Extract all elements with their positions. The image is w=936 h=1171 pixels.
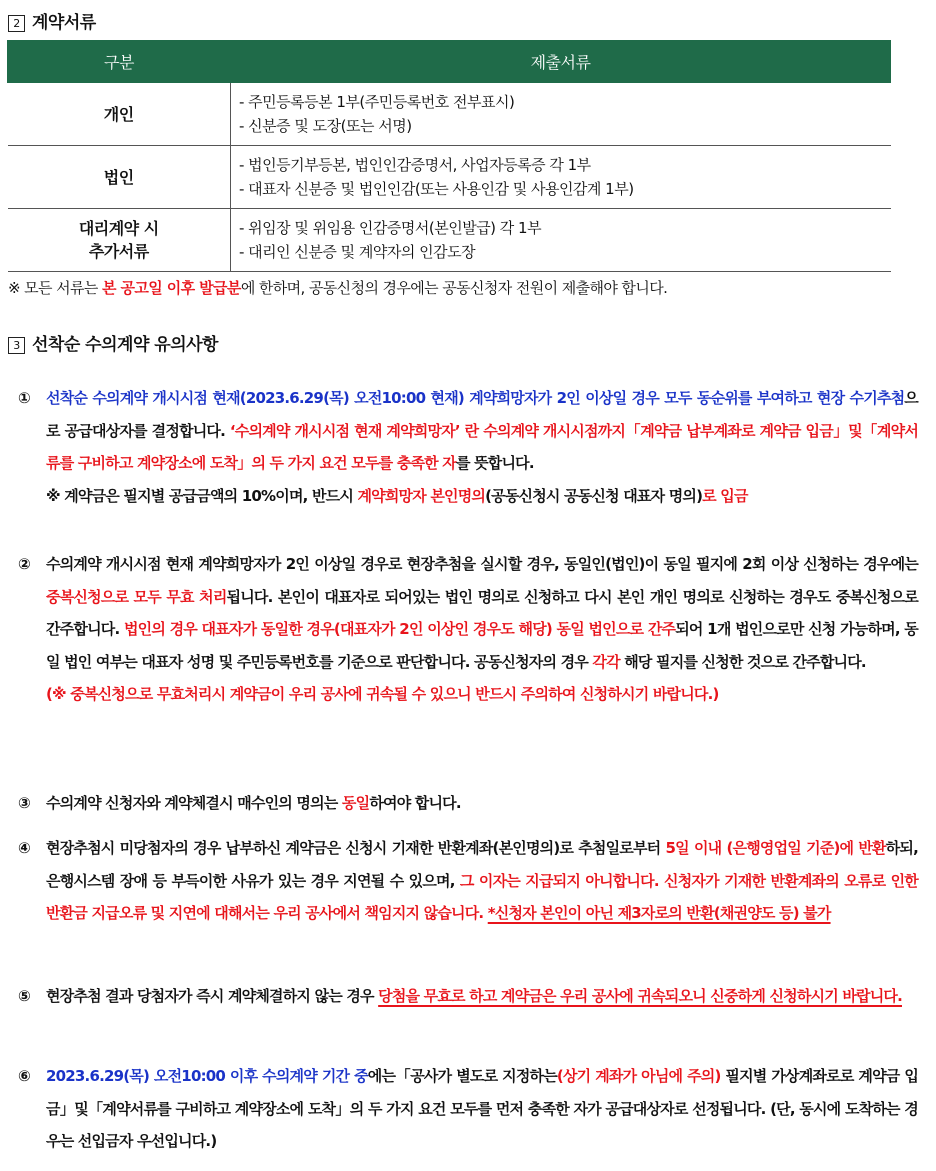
note-highlight: 본 공고일 이후 발급분 — [101, 279, 241, 297]
document-line: - 대표자 신분증 및 법인인감(또는 사용인감 및 사용인감계 1부) — [239, 180, 634, 198]
row-category — [8, 146, 231, 209]
item-number: ③ — [18, 794, 30, 812]
contract-documents-table — [7, 40, 891, 272]
highlight-text: 중복신청으로 모두 무효 처리 — [46, 587, 227, 606]
highlight-text: 그 이자는 지급되지 아니합니다. 신청자가 기재한 반환계좌의 오류로 인한 반환금 지급오류 및 지연에 대해서는 우리 공사에서 책임지지 않습니다. — [46, 871, 918, 922]
highlight-text: 당첨을 무효로 하고 계약금은 우리 공사에 귀속되오니 신중하게 신청하시기 바랍니다. — [378, 987, 902, 1005]
item-number: ④ — [18, 839, 30, 857]
category-text: 추가서류 — [88, 242, 149, 261]
category-text: 대리계약 시 — [78, 219, 159, 238]
notice-item — [18, 787, 918, 820]
document-line: - 위임장 및 위임용 인감증명서(본인발급) 각 1부 — [239, 219, 542, 237]
category-text: 법인 — [103, 167, 134, 187]
text-segment: 하되, 은행시스템 장애 등 부득이한 사유가 있는 경우 지연될 수 있으며, — [46, 839, 918, 890]
highlight-text: 2023.6.29(목) 오전10:00 이후 수의계약 기간 중 — [46, 1067, 368, 1085]
text-segment: 해당 필지를 신청한 것으로 간주합니다. — [619, 652, 866, 671]
highlight-text: (상기 계좌가 아님에 주의) — [556, 1067, 721, 1085]
highlight-text: 법인의 경우 대표자가 동일한 경우(대표자가 2인 이상인 경우도 해당) 동일 법인으로 간주 — [123, 620, 676, 638]
highlight-text: (※ 중복신청으로 무효처리시 계약금이 우리 공사에 귀속될 수 있으니 반드시 주의하여 신청하시기 바랍니다.) — [46, 685, 719, 703]
highlight-text: 각각 — [592, 652, 620, 671]
section-3-title — [8, 330, 218, 355]
item-number: ⑤ — [18, 987, 30, 1005]
item-subnote — [46, 678, 918, 711]
item-text — [46, 548, 918, 678]
document-line: - 법인등기부등본, 법인인감증명서, 사업자등록증 각 1부 — [239, 156, 591, 174]
document-line: - 주민등록등본 1부(주민등록번호 전부표시) — [239, 93, 515, 111]
notice-item — [18, 1060, 918, 1158]
highlight-text: *신청자 본인이 아닌 제3자로의 반환(채권양도 등) 불가 — [487, 904, 831, 922]
row-category — [8, 209, 231, 272]
header-category: 구분 — [8, 41, 231, 83]
item-text — [46, 980, 918, 1013]
table-row — [8, 146, 891, 209]
document-line: - 신분증 및 도장(또는 서명) — [239, 117, 412, 135]
item-text — [46, 787, 918, 820]
highlight-text: 계약희망자 본인명의 — [357, 486, 486, 505]
highlight-text: 5일 이내 (은행영업일 기준)에 반환 — [665, 839, 886, 857]
row-category — [8, 83, 231, 146]
notice-item — [18, 548, 918, 711]
text-segment: 를 뜻합니다. — [455, 454, 534, 472]
text-segment: 현장추첨시 미당첨자의 경우 납부하신 계약금은 신청시 기재한 반환계좌(본인명의)로 추첨일로부터 — [46, 839, 666, 857]
document-line: - 대리인 신분증 및 계약자의 인감도장 — [239, 243, 476, 261]
row-documents — [231, 83, 891, 146]
section-number-box: 3 — [8, 337, 25, 354]
text-segment: 필지별 가상계좌로로 계약금 입금」및「계약서류를 구비하고 계약장소에 도착」의 두 가지 요건 모두를 먼저 충족한 자가 공급대상자로 선정됩니다. (단, 동시에 도착하는 경우는 선입금자 우선입니다.) — [46, 1067, 919, 1150]
item-number: ② — [18, 555, 30, 573]
section-title-text: 계약서류 — [32, 13, 96, 33]
header-documents: 제출서류 — [231, 41, 891, 83]
text-segment: 에는「공사가 별도로 지정하는 — [367, 1067, 557, 1085]
notice-item — [18, 980, 918, 1013]
item-number: ① — [18, 389, 30, 407]
table-header-row — [8, 41, 891, 83]
item-text — [46, 382, 918, 480]
row-documents — [231, 146, 891, 209]
item-text — [46, 1060, 918, 1158]
item-number: ⑥ — [18, 1067, 30, 1085]
text-segment: 되어 1개 법인으로만 신청 가능하며, 동일 법인 여부는 대표자 성명 및 주민등록번호를 기준으로 판단합니다. 공동신청자의 경우 — [46, 620, 919, 671]
category-text: 개인 — [103, 104, 134, 124]
section-2-title — [8, 8, 96, 33]
documents-note: ※ 모든 서류는 본 공고일 이후 발급분에 한하며, 공동신청의 경우에는 공동신청자 전원이 제출해야 합니다. — [8, 279, 668, 297]
text-segment: (공동신청시 공동신청 대표자 명의) — [485, 486, 703, 505]
highlight-text: ‘수의계약 개시시점 현재 계약희망자’ 란 수의계약 개시시점까지「계약금 납부계좌로 계약금 입금」및「계약서류를 구비하고 계약장소에 도착」의 두 가지 요건 모두를 충족한 자 — [46, 421, 919, 472]
notice-item — [18, 832, 918, 930]
text-segment: 으로 공급대상자를 결정합니다. — [46, 389, 918, 440]
highlight-text: 선착순 수의계약 개시시점 현재(2023.6.29(목) 오전10:00 현재) 계약희망자가 2인 이상일 경우 모두 동순위를 부여하고 현장 수기추첨 — [46, 389, 905, 407]
text-segment: ※ 계약금은 필지별 공급금액의 10%이며, 반드시 — [46, 486, 358, 505]
item-subnote — [46, 480, 918, 513]
section-number-box: 2 — [8, 15, 25, 32]
table-row — [8, 83, 891, 146]
section-title-text: 선착순 수의계약 유의사항 — [32, 335, 218, 355]
row-documents — [231, 209, 891, 272]
text-segment: 하여야 합니다. — [369, 794, 461, 812]
text-segment: 됩니다. 본인이 대표자로 되어있는 법인 명의로 신청하고 다시 본인 개인 명의로 신청하는 경우도 중복신청으로 간주합니다. — [46, 587, 918, 638]
text-segment: 수의계약 개시시점 현재 계약희망자가 2인 이상일 경우로 현장추첨을 실시할 경우, 동일인(법인)이 동일 필지에 2회 이상 신청하는 경우에는 — [46, 555, 918, 573]
text-segment: 현장추첨 결과 당첨자가 즉시 계약체결하지 않는 경우 — [46, 987, 379, 1005]
item-text — [46, 832, 918, 930]
notice-item — [18, 382, 918, 512]
text-segment: 수의계약 신청자와 계약체결시 매수인의 명의는 — [46, 794, 342, 812]
highlight-text: 로 입금 — [702, 486, 748, 505]
highlight-text: 동일 — [341, 794, 370, 812]
table-row — [8, 209, 891, 272]
